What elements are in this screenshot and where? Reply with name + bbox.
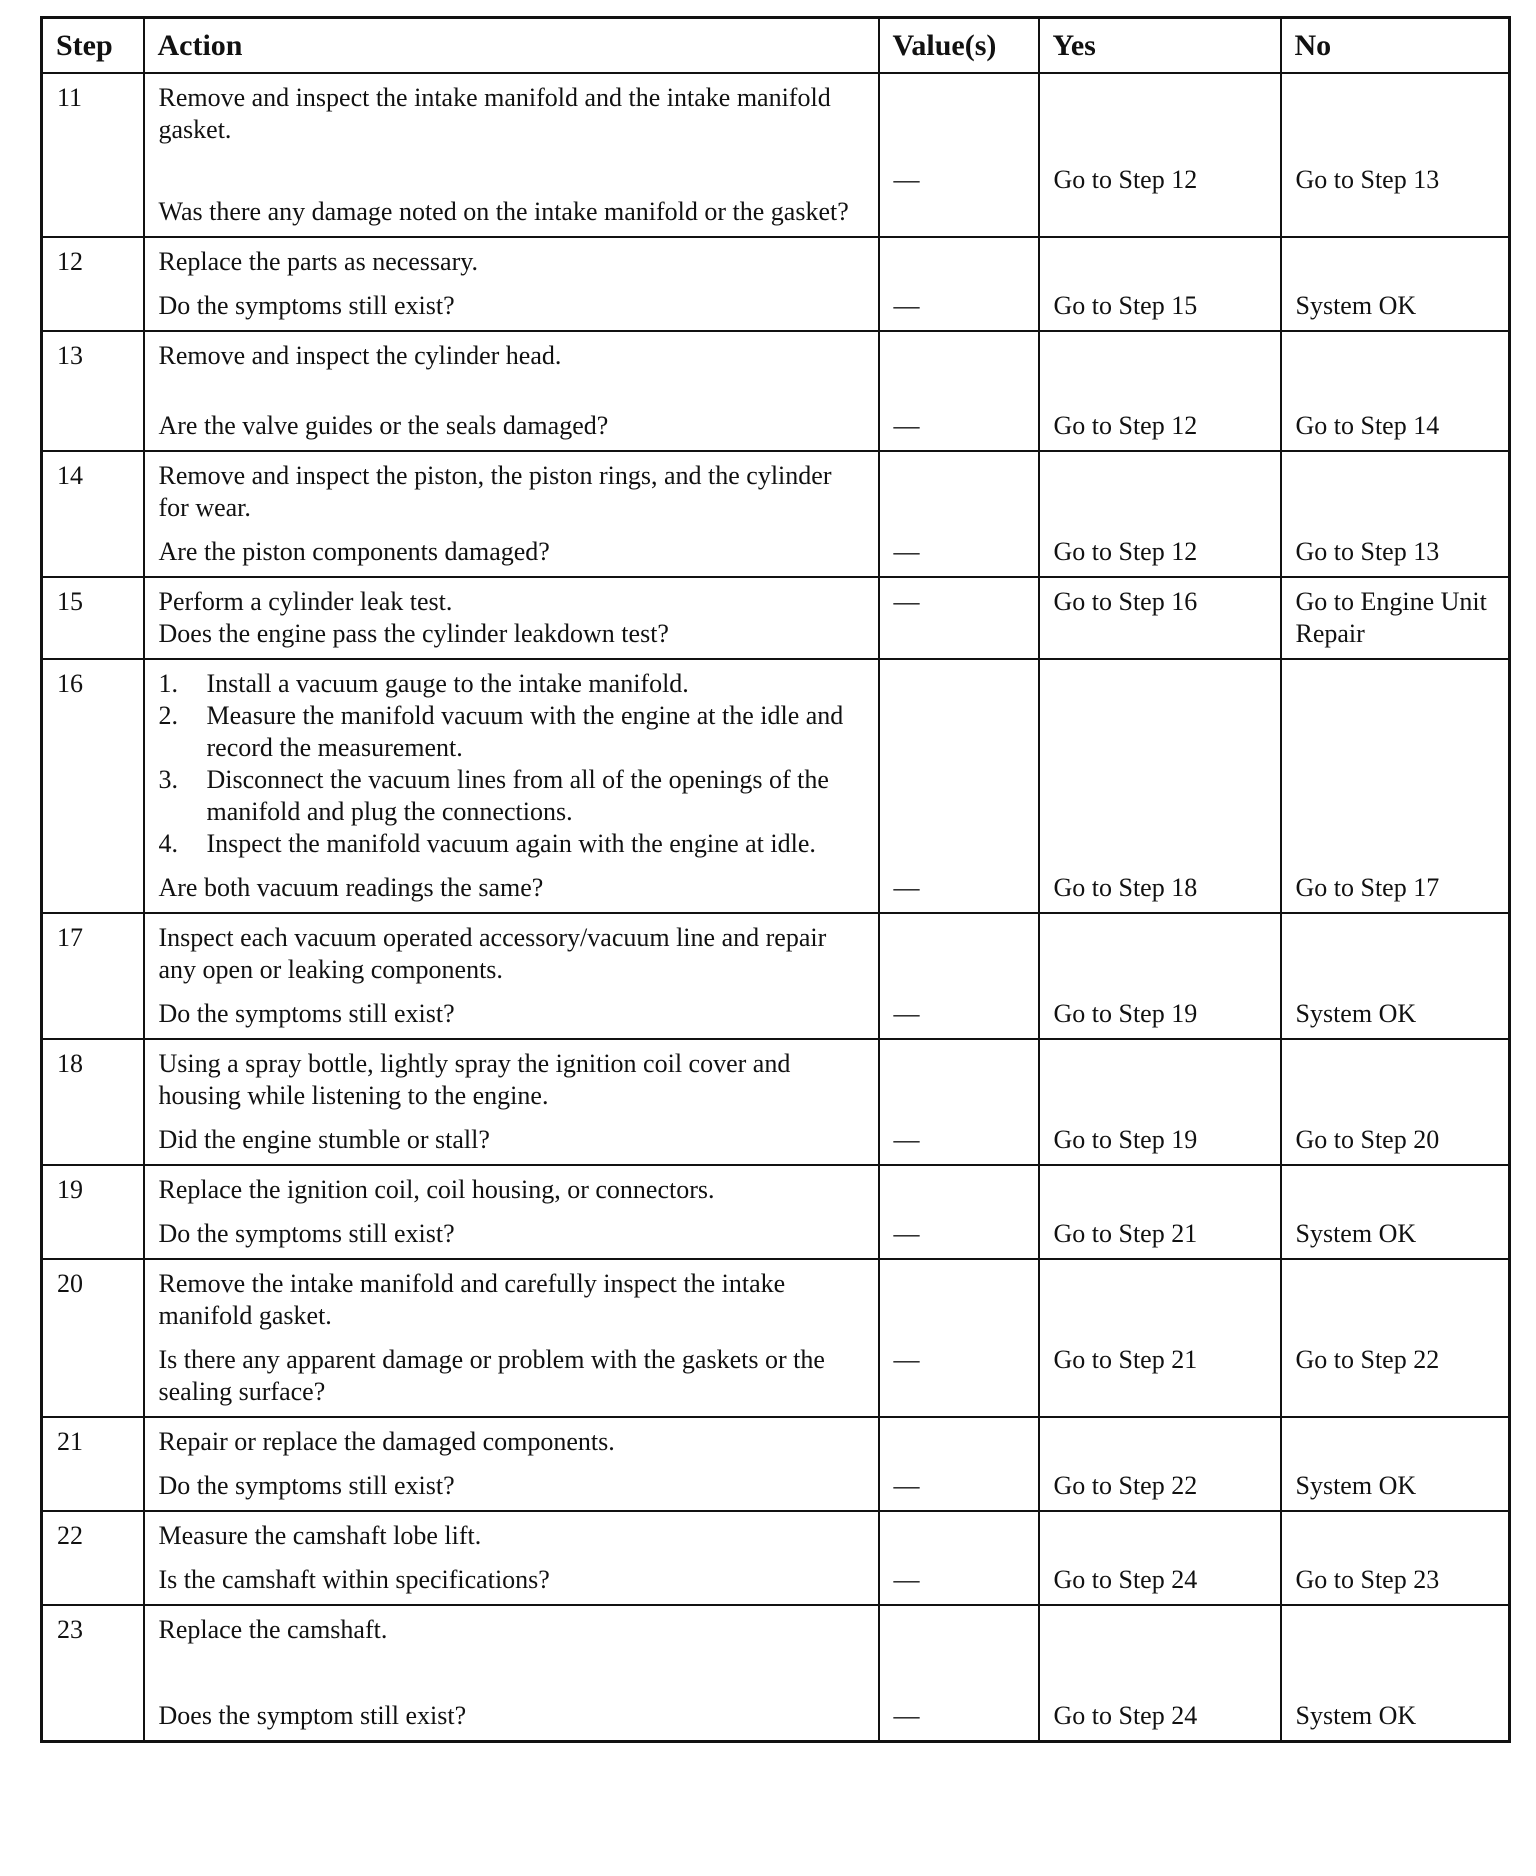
no-cell (1281, 1259, 1510, 1417)
value-cell-text: — (893, 1345, 920, 1374)
no-cell (1281, 1511, 1510, 1605)
no-cell-text: Go to Step 13 (1295, 165, 1440, 194)
yes-cell (1039, 331, 1281, 451)
step-cell: 11 (42, 73, 144, 237)
value-cell (879, 1511, 1039, 1605)
yes-cell-text: Go to Step 21 (1053, 1219, 1198, 1248)
yes-cell (1039, 659, 1281, 913)
action-text: Replace the camshaft. (158, 1615, 388, 1644)
action-instructions (159, 1426, 868, 1458)
value-cell (879, 1259, 1039, 1417)
table-row (42, 1417, 1510, 1511)
value-cell (879, 1165, 1039, 1259)
action-cell (144, 1605, 879, 1742)
action-content (159, 1614, 868, 1732)
action-cell (144, 1417, 879, 1511)
action-content (159, 340, 868, 442)
action-question: Do the symptoms still exist? (158, 999, 455, 1028)
table-row (42, 577, 1510, 659)
table-row (42, 1259, 1510, 1417)
action-question: Does the symptom still exist? (158, 1701, 467, 1730)
yes-cell (1039, 913, 1281, 1039)
no-cell-text: System OK (1295, 999, 1417, 1028)
numbered-steps (159, 668, 868, 860)
step-text: Install a vacuum gauge to the intake manifold. (206, 669, 689, 698)
table-row (42, 659, 1510, 913)
action-cell (144, 1165, 879, 1259)
step-cell: 12 (42, 237, 144, 331)
action-text: Remove and inspect the piston, the piston rings, and the cylinder for wear. (158, 461, 832, 522)
table-row (42, 1039, 1510, 1165)
no-cell (1281, 1039, 1510, 1165)
action-instructions (159, 922, 868, 986)
step-cell: 18 (42, 1039, 144, 1165)
step-cell: 20 (42, 1259, 144, 1417)
step-cell: 17 (42, 913, 144, 1039)
no-cell (1281, 331, 1510, 451)
yes-cell-text: Go to Step 12 (1053, 537, 1198, 566)
value-cell-text: — (893, 165, 920, 194)
yes-cell-text: Go to Step 16 (1053, 587, 1198, 616)
value-cell (879, 237, 1039, 331)
value-cell-text: — (893, 1219, 920, 1248)
table-row (42, 1605, 1510, 1742)
action-question: Are both vacuum readings the same? (158, 873, 544, 902)
step-cell: 21 (42, 1417, 144, 1511)
step-cell: 16 (42, 659, 144, 913)
action-content (159, 668, 868, 904)
action-cell (144, 577, 879, 659)
no-cell (1281, 73, 1510, 237)
yes-cell (1039, 1259, 1281, 1417)
no-cell (1281, 1165, 1510, 1259)
value-cell-text: — (893, 1125, 920, 1154)
yes-cell-text: Go to Step 19 (1053, 1125, 1198, 1154)
no-cell-text: Go to Step 22 (1295, 1345, 1440, 1374)
no-cell-text: System OK (1295, 1219, 1417, 1248)
action-instructions (159, 1174, 868, 1206)
action-content (159, 922, 868, 1030)
yes-cell (1039, 451, 1281, 577)
no-cell-text: Go to Engine Unit Repair (1295, 587, 1487, 648)
value-cell-text: — (893, 587, 920, 616)
yes-cell-text: Go to Step 24 (1053, 1565, 1198, 1594)
action-text: Measure the camshaft lobe lift. (158, 1521, 482, 1550)
action-cell (144, 73, 879, 237)
action-question: Did the engine stumble or stall? (158, 1125, 490, 1154)
table-row (42, 73, 1510, 237)
action-text: Perform a cylinder leak test. (158, 587, 453, 616)
header-no: No (1281, 18, 1510, 74)
numbered-step (159, 828, 868, 860)
no-cell (1281, 577, 1510, 659)
action-content (159, 1048, 868, 1156)
value-cell (879, 577, 1039, 659)
value-cell (879, 1417, 1039, 1511)
diagnostic-table (40, 16, 1511, 1743)
action-content (159, 1520, 868, 1596)
action-cell (144, 1039, 879, 1165)
action-content (159, 82, 868, 228)
table-row (42, 1165, 1510, 1259)
action-instructions (159, 460, 868, 524)
action-cell (144, 237, 879, 331)
value-cell-text: — (893, 999, 920, 1028)
value-cell (879, 331, 1039, 451)
value-cell-text: — (893, 411, 920, 440)
action-question: Are the valve guides or the seals damaged? (158, 411, 609, 440)
value-cell-text: — (893, 1565, 920, 1594)
table-body (42, 73, 1510, 1742)
action-content (159, 1268, 868, 1408)
no-cell (1281, 1417, 1510, 1511)
step-cell: 14 (42, 451, 144, 577)
action-instructions (159, 246, 868, 278)
no-cell-text: Go to Step 14 (1295, 411, 1440, 440)
action-question: Is the camshaft within specifications? (158, 1565, 550, 1594)
no-cell-text: System OK (1295, 291, 1417, 320)
table-row (42, 1511, 1510, 1605)
yes-cell (1039, 577, 1281, 659)
header-values: Value(s) (879, 18, 1039, 74)
action-cell (144, 331, 879, 451)
action-instructions (159, 340, 868, 372)
header-row (42, 18, 1510, 74)
action-text: Remove and inspect the intake manifold and the intake manifold gasket. (158, 83, 831, 144)
action-text: Using a spray bottle, lightly spray the ignition coil cover and housing while listening to the engine. (158, 1049, 791, 1110)
value-cell-text: — (893, 537, 920, 566)
value-cell (879, 913, 1039, 1039)
step-text: Measure the manifold vacuum with the engine at the idle and record the measurement. (206, 701, 844, 762)
table-row (42, 451, 1510, 577)
action-cell (144, 913, 879, 1039)
step-text: Disconnect the vacuum lines from all of the openings of the manifold and plug the connections. (206, 765, 829, 826)
step-text: Inspect the manifold vacuum again with the engine at idle. (206, 829, 816, 858)
yes-cell-text: Go to Step 22 (1053, 1471, 1198, 1500)
action-question: Do the symptoms still exist? (158, 291, 455, 320)
yes-cell-text: Go to Step 19 (1053, 999, 1198, 1028)
action-instructions (159, 1268, 868, 1332)
action-content (159, 1426, 868, 1502)
no-cell-text: Go to Step 23 (1295, 1565, 1440, 1594)
table-row (42, 331, 1510, 451)
value-cell-text: — (893, 1471, 920, 1500)
value-cell (879, 451, 1039, 577)
action-text: Replace the ignition coil, coil housing, or connectors. (158, 1175, 715, 1204)
yes-cell (1039, 1605, 1281, 1742)
step-cell: 22 (42, 1511, 144, 1605)
value-cell-text: — (893, 873, 920, 902)
action-instructions (159, 1048, 868, 1112)
value-cell (879, 659, 1039, 913)
value-cell (879, 73, 1039, 237)
action-question: Is there any apparent damage or problem with the gaskets or the sealing surface? (158, 1345, 825, 1406)
header-yes: Yes (1039, 18, 1281, 74)
action-question: Do the symptoms still exist? (158, 1471, 455, 1500)
yes-cell-text: Go to Step 21 (1053, 1345, 1198, 1374)
step-cell: 13 (42, 331, 144, 451)
action-instructions (159, 82, 868, 146)
yes-cell-text: Go to Step 24 (1053, 1701, 1198, 1730)
value-cell (879, 1039, 1039, 1165)
action-instructions (159, 586, 868, 618)
value-cell-text: — (893, 1701, 920, 1730)
action-instructions (159, 1520, 868, 1552)
action-content (159, 246, 868, 322)
action-instructions (159, 668, 868, 860)
action-cell (144, 659, 879, 913)
no-cell-text: Go to Step 17 (1295, 873, 1440, 902)
action-cell (144, 1259, 879, 1417)
action-instructions (159, 1614, 868, 1646)
yes-cell (1039, 73, 1281, 237)
numbered-step (159, 764, 868, 828)
numbered-step (159, 700, 868, 764)
numbered-step (159, 668, 868, 700)
yes-cell-text: Go to Step 12 (1053, 165, 1198, 194)
step-cell: 23 (42, 1605, 144, 1742)
action-content (159, 1174, 868, 1250)
no-cell-text: System OK (1295, 1701, 1417, 1730)
header-action: Action (144, 18, 879, 74)
no-cell (1281, 659, 1510, 913)
no-cell-text: Go to Step 13 (1295, 537, 1440, 566)
action-cell (144, 1511, 879, 1605)
yes-cell-text: Go to Step 18 (1053, 873, 1198, 902)
yes-cell-text: Go to Step 15 (1053, 291, 1198, 320)
action-question: Are the piston components damaged? (158, 537, 550, 566)
yes-cell-text: Go to Step 12 (1053, 411, 1198, 440)
value-cell-text: — (893, 291, 920, 320)
table-row (42, 913, 1510, 1039)
no-cell-text: Go to Step 20 (1295, 1125, 1440, 1154)
action-cell (144, 451, 879, 577)
action-question: Does the engine pass the cylinder leakdown test? (158, 619, 669, 648)
action-text: Remove and inspect the cylinder head. (158, 341, 562, 370)
step-number: 1. (158, 669, 178, 698)
step-number: 3. (158, 765, 178, 794)
step-number: 4. (158, 829, 178, 858)
action-content (159, 460, 868, 568)
no-cell (1281, 1605, 1510, 1742)
yes-cell (1039, 1511, 1281, 1605)
header-step: Step (42, 18, 144, 74)
action-text: Inspect each vacuum operated accessory/vacuum line and repair any open or leaking components. (158, 923, 827, 984)
yes-cell (1039, 1165, 1281, 1259)
step-number: 2. (158, 701, 178, 730)
action-question: Was there any damage noted on the intake manifold or the gasket? (158, 197, 849, 226)
yes-cell (1039, 1039, 1281, 1165)
action-text: Replace the parts as necessary. (158, 247, 479, 276)
action-content (159, 586, 868, 650)
no-cell (1281, 237, 1510, 331)
yes-cell (1039, 1417, 1281, 1511)
value-cell (879, 1605, 1039, 1742)
no-cell (1281, 451, 1510, 577)
yes-cell (1039, 237, 1281, 331)
no-cell-text: System OK (1295, 1471, 1417, 1500)
action-text: Repair or replace the damaged components. (158, 1427, 615, 1456)
table-row (42, 237, 1510, 331)
step-cell: 19 (42, 1165, 144, 1259)
step-cell: 15 (42, 577, 144, 659)
action-text: Remove the intake manifold and carefully inspect the intake manifold gasket. (158, 1269, 786, 1330)
action-question: Do the symptoms still exist? (158, 1219, 455, 1248)
no-cell (1281, 913, 1510, 1039)
